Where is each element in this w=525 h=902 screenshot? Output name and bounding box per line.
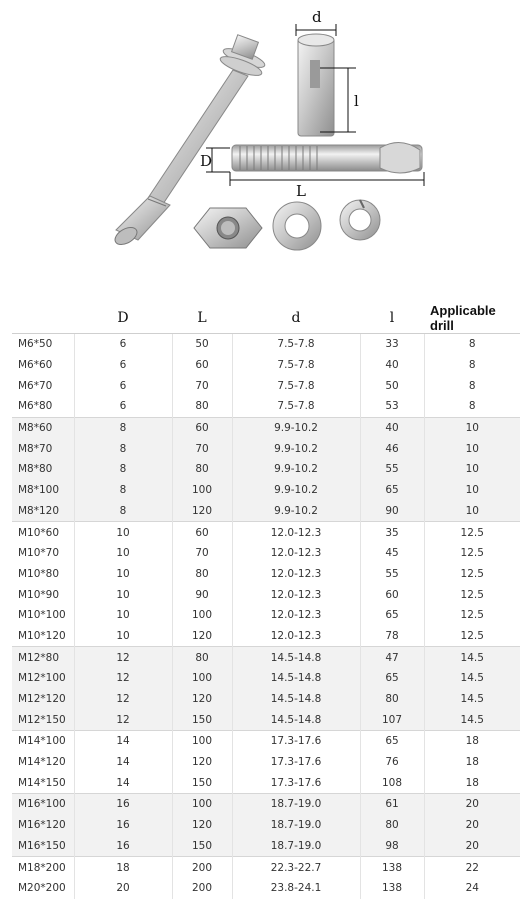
table-cell: 53 [360,396,424,417]
table-cell: 12 [74,647,172,668]
table-cell: 138 [360,857,424,878]
table-cell: 18.7-19.0 [232,794,360,815]
table-row [12,689,520,710]
table-cell: 7.5-7.8 [232,334,360,355]
dimension-D [200,148,230,172]
table-cell: 10 [74,564,172,585]
table-cell: 90 [360,501,424,522]
table-cell: 10 [74,626,172,647]
table-cell: 80 [172,564,232,585]
cell-model: M6*50 [12,334,74,355]
table-cell: 65 [360,480,424,501]
table-row [12,375,520,396]
header-l: l [360,303,424,334]
table-cell: 55 [360,564,424,585]
product-diagram [0,0,525,290]
table-cell: 14 [74,772,172,793]
table-row [12,815,520,836]
header-d: d [232,303,360,334]
table-row [12,396,520,417]
table-cell: 9.9-10.2 [232,459,360,480]
cell-model: M12*100 [12,668,74,689]
table-cell: 60 [172,522,232,543]
table-cell: 10 [424,480,520,501]
table-cell: 61 [360,794,424,815]
table-row [12,417,520,438]
header-L: L [172,303,232,334]
table-cell: 20 [74,878,172,899]
table-cell: 65 [360,605,424,626]
table-cell: 6 [74,396,172,417]
table-cell: 100 [172,668,232,689]
table-cell: 16 [74,836,172,857]
table-cell: 12 [74,709,172,730]
table-cell: 20 [424,836,520,857]
table-row [12,605,520,626]
table-cell: 6 [74,355,172,376]
table-cell: 138 [360,878,424,899]
table-cell: 9.9-10.2 [232,501,360,522]
table-cell: 47 [360,647,424,668]
table-cell: 12.5 [460,609,484,622]
table-cell: 9.9-10.2 [232,438,360,459]
table-cell: 16 [74,815,172,836]
cell-model: M12*150 [12,709,74,730]
cell-model: M10*80 [12,564,74,585]
cell-model: M14*100 [12,731,74,752]
table-cell: 14.5-14.8 [232,668,360,689]
cell-model: M6*70 [12,375,74,396]
table-cell: 120 [172,501,232,522]
svg-text:L: L [296,182,306,200]
table-cell: 14 [74,731,172,752]
cell-model: M16*100 [12,794,74,815]
table-cell: 8 [468,338,476,351]
cell-model: M10*60 [12,522,74,543]
table-cell: 80 [172,647,232,668]
table-cell: 7.5-7.8 [232,396,360,417]
table-cell: 70 [172,375,232,396]
cell-model: M14*150 [12,772,74,793]
table-cell: 18.7-19.0 [232,815,360,836]
table-cell: 120 [172,689,232,710]
table-cell: 17.3-17.6 [232,731,360,752]
table-cell: 20 [424,815,520,836]
table-cell: 10 [74,522,172,543]
table-row [12,647,520,668]
table-cell: 6 [74,375,172,396]
table-cell: 23.8-24.1 [232,878,360,899]
svg-text:l: l [354,92,359,110]
table-cell: 8 [74,438,172,459]
table-cell: 70 [172,543,232,564]
table-cell: 8 [74,501,172,522]
table-cell: 18 [74,857,172,878]
table-cell: 12.5 [424,522,520,543]
cell-model: M6*60 [12,355,74,376]
table-cell: 17.3-17.6 [232,772,360,793]
cell-model: M16*150 [12,836,74,857]
spec-table [12,303,520,899]
table-cell: 107 [360,709,424,730]
svg-text:d: d [312,8,322,26]
table-cell: 14.5-14.8 [232,689,360,710]
table-cell: 8 [468,359,476,372]
table-cell: 55 [360,459,424,480]
table-cell: 60 [360,584,424,605]
table-cell: 40 [360,355,424,376]
table-cell: 12.0-12.3 [232,605,360,626]
table-cell: 12.0-12.3 [232,564,360,585]
table-cell: 18 [465,776,479,789]
table-cell: 20 [424,794,520,815]
table-row [12,709,520,730]
cell-model: M8*70 [12,438,74,459]
table-cell: 150 [172,836,232,857]
table-cell: 12.0-12.3 [232,543,360,564]
table-cell: 65 [360,668,424,689]
table-row [12,355,520,376]
table-cell: 45 [360,543,424,564]
table-row [12,459,520,480]
table-cell: 8 [74,417,172,438]
table-cell: 7.5-7.8 [232,355,360,376]
table-cell: 50 [360,375,424,396]
table-cell: 78 [360,626,424,647]
cell-model: M16*120 [12,815,74,836]
table-cell: 14.5 [424,689,520,710]
table-cell: 200 [172,878,232,899]
svg-text:D: D [200,152,213,170]
table-cell: 76 [360,752,424,773]
table-cell: 80 [360,815,424,836]
table-cell: 108 [360,772,424,793]
table-cell: 100 [172,794,232,815]
cell-model: M12*120 [12,689,74,710]
table-row [12,668,520,689]
table-cell: 35 [360,522,424,543]
table-cell: 80 [360,689,424,710]
table-cell: 9.9-10.2 [232,417,360,438]
table-cell: 17.3-17.6 [232,752,360,773]
table-cell: 12.5 [460,588,484,601]
table-cell: 100 [172,480,232,501]
cell-model: M10*100 [12,605,74,626]
table-cell: 60 [172,417,232,438]
cell-model: M20*200 [12,878,74,899]
table-row [12,438,520,459]
table-cell: 150 [172,709,232,730]
table-cell: 12.5 [460,547,484,560]
table-row [12,584,520,605]
table-row [12,501,520,522]
dimension-L [230,172,424,200]
table-cell: 7.5-7.8 [232,375,360,396]
table-cell: 10 [74,584,172,605]
header-applicable-drill: Applicable drill [424,303,520,334]
table-cell: 33 [360,334,424,355]
table-row [12,857,520,878]
table-cell: 120 [172,626,232,647]
hex-nut [194,208,262,248]
table-row [12,752,520,773]
sleeve-part [298,34,334,136]
table-cell: 14.5 [424,709,520,730]
table-cell: 14.5-14.8 [232,647,360,668]
table-cell: 100 [172,605,232,626]
table-row [12,522,520,543]
cell-model: M8*80 [12,459,74,480]
table-cell: 12.5 [460,629,484,642]
cell-model: M12*80 [12,647,74,668]
table-row [12,543,520,564]
cell-model: M10*70 [12,543,74,564]
table-cell: 8 [74,480,172,501]
table-cell: 50 [172,334,232,355]
table-cell: 10 [424,501,520,522]
table-cell: 80 [172,459,232,480]
table-row [12,564,520,585]
table-row [12,836,520,857]
header-model [12,303,74,334]
table-cell: 14 [74,752,172,773]
table-row [12,878,520,899]
table-cell: 150 [172,772,232,793]
table-header-row [12,303,520,334]
table-cell: 9.9-10.2 [232,480,360,501]
table-cell: 8 [74,459,172,480]
cell-model: M10*120 [12,626,74,647]
table-cell: 22 [424,857,520,878]
table-cell: 12.5 [460,567,484,580]
table-cell: 80 [172,396,232,417]
table-cell: 10 [74,605,172,626]
cell-model: M8*100 [12,480,74,501]
table-row [12,731,520,752]
table-cell: 90 [172,584,232,605]
cell-model: M14*120 [12,752,74,773]
table-cell: 8 [468,379,476,392]
table-cell: 46 [360,438,424,459]
table-cell: 14.5-14.8 [232,709,360,730]
table-cell: 24 [465,882,479,895]
table-cell: 12.0-12.3 [232,522,360,543]
table-cell: 120 [172,815,232,836]
table-cell: 10 [424,417,520,438]
table-cell: 65 [360,731,424,752]
table-cell: 18 [465,756,479,769]
cell-model: M18*200 [12,857,74,878]
cell-model: M10*90 [12,584,74,605]
table-cell: 18.7-19.0 [232,836,360,857]
table-cell: 40 [360,417,424,438]
table-cell: 12.0-12.3 [232,626,360,647]
table-cell: 8 [468,400,476,413]
header-D: D [74,303,172,334]
table-cell: 14.5 [424,668,520,689]
table-row [12,334,520,355]
table-cell: 10 [74,543,172,564]
table-cell: 22.3-22.7 [232,857,360,878]
table-cell: 60 [172,355,232,376]
table-cell: 10 [424,438,520,459]
table-cell: 10 [424,459,520,480]
table-cell: 16 [74,794,172,815]
table-cell: 14.5 [424,647,520,668]
table-cell: 70 [172,438,232,459]
table-cell: 120 [172,752,232,773]
cell-model: M8*60 [12,417,74,438]
spring-washer [340,200,380,240]
table-cell: 12 [74,689,172,710]
table-row [12,794,520,815]
flat-washer [273,202,321,250]
dimension-d [296,8,336,36]
table-row [12,480,520,501]
table-row [12,772,520,793]
table-body [12,334,520,899]
horizontal-bolt [232,142,422,173]
table-row [12,626,520,647]
table-cell: 200 [172,857,232,878]
table-cell: 18 [424,731,520,752]
table-cell: 6 [74,334,172,355]
table-cell: 98 [360,836,424,857]
table-cell: 100 [172,731,232,752]
table-cell: 12.0-12.3 [232,584,360,605]
table-cell: 12 [74,668,172,689]
cell-model: M8*120 [12,501,74,522]
cell-model: M6*80 [12,396,74,417]
